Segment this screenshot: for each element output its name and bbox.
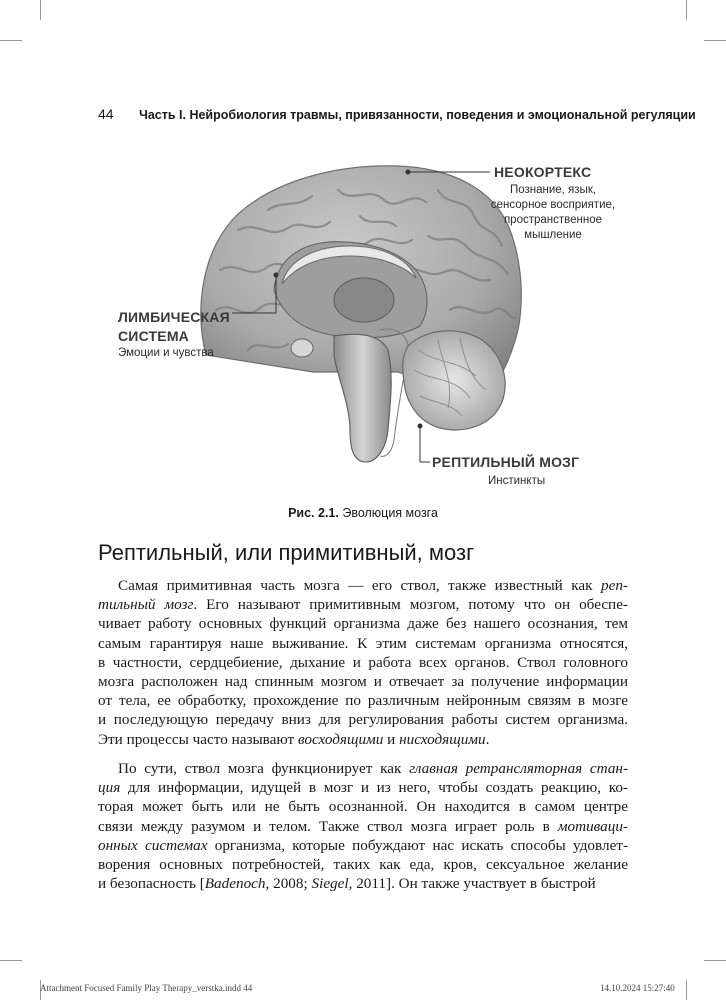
crop-mark — [686, 0, 687, 20]
text-line — [98, 576, 628, 595]
text-segment: восходящими — [297, 730, 384, 748]
footer-timestamp: 14.10.2024 15:27:40 — [600, 983, 675, 993]
text-segment: связи между разумом и телом. Также ствол мозга играет роль в — [98, 817, 558, 835]
text-segment: и последующую передачу вниз для регулирования работы систем организма. — [98, 711, 628, 729]
text-segment: чивает работу основных функций организма даже без нашего осознания, тем — [98, 615, 628, 633]
text-line — [98, 778, 628, 797]
text-line — [98, 759, 628, 778]
crop-mark — [40, 0, 41, 20]
text-segment: 2008; — [269, 875, 312, 893]
text-segment: в частности, сердцебиение, дыхание и работа всех органов. Ствол головного — [98, 653, 628, 671]
text-segment: Badenoch, — [204, 875, 270, 893]
limbic-description: Эмоции и чувства — [118, 347, 214, 359]
text-segment: для информации, идущей в мозг и из него, чтобы создать реакцию, ко- — [120, 779, 628, 797]
limbic-label: ЛИМБИЧЕСКАЯ СИСТЕМА — [118, 309, 230, 344]
text-segment: По сути, ствол мозга функционирует как — [118, 760, 410, 777]
text-segment: и безопасность [ — [98, 875, 205, 893]
text-segment: онных системах — [98, 836, 208, 854]
text-segment: от тела, ее обработку, прохождение по различным нейронным связям в мозге — [98, 692, 628, 710]
text-segment: Siegel, — [311, 875, 353, 893]
section-heading: Рептильный, или примитивный, мозг — [98, 540, 475, 565]
text-segment: . — [485, 730, 490, 748]
neocortex-description: Познание, язык, сенсорное восприятие, пространственное мышление — [490, 184, 616, 241]
text-line — [98, 730, 628, 749]
text-segment: самым гарантируя наше выживание. К этим системам организма относятся, — [98, 634, 628, 652]
text-segment: главная ретрансляторная стан- — [409, 760, 629, 777]
text-line — [98, 634, 628, 653]
text-segment: мотиваци- — [557, 817, 628, 835]
figure-caption-text: Эволюция мозга — [338, 506, 438, 520]
footer-file-info: Attachment Focused Family Play Therapy_verstka.indd 44 — [40, 983, 253, 993]
text-segment: реп- — [601, 577, 628, 594]
text-segment: торая может быть или не быть осознанной. Он находится в самом центре — [98, 798, 628, 816]
text-line — [98, 691, 628, 710]
figure-number: Рис. 2.1. — [288, 506, 339, 520]
reptilian-description: Инстинкты — [488, 475, 546, 487]
text-line — [98, 653, 628, 672]
text-line — [98, 836, 628, 855]
text-segment: нисходящими — [399, 730, 486, 748]
text-segment: ция — [98, 779, 121, 797]
reptilian-label: РЕПТИЛЬНЫЙ МОЗГ — [432, 454, 580, 470]
running-head-title: Часть I. Нейробиология травмы, привязанности, поведения и эмоциональной регуляции — [139, 108, 696, 122]
crop-mark — [0, 960, 22, 961]
brainstem-shape — [334, 334, 391, 462]
page-number: 44 — [98, 106, 114, 122]
figure-caption — [98, 506, 628, 520]
text-line — [98, 710, 628, 729]
text-line — [98, 874, 628, 893]
crop-mark — [704, 960, 726, 961]
text-segment: Самая примитивная часть мозга — его ствол, также известный как — [118, 577, 601, 594]
brain-figure — [98, 150, 628, 500]
text-line — [98, 797, 628, 816]
crop-mark — [0, 40, 22, 41]
text-segment: организма, которые побуждают нас искать способы удовлет- — [207, 836, 629, 854]
text-segment: . Его называют примитивным мозгом, потому что он обеспе- — [193, 596, 628, 614]
crop-mark — [686, 980, 687, 1000]
text-line — [98, 614, 628, 633]
running-head — [98, 106, 696, 122]
cerebellum-shape — [403, 331, 505, 430]
text-segment: Эти процессы часто называют — [98, 730, 298, 748]
text-segment: тильный мозг — [98, 596, 194, 614]
crop-mark — [704, 40, 726, 41]
text-line — [98, 817, 628, 836]
text-segment: мозга расположен над спинным мозгом и отвечает за получение информации — [98, 672, 628, 690]
text-line — [98, 672, 628, 691]
text-segment: 2011]. Он также участвует в быстрой — [352, 875, 596, 893]
paragraph-1 — [98, 576, 628, 749]
text-segment: и — [383, 730, 400, 748]
neocortex-label: НЕОКОРТЕКС — [494, 164, 592, 180]
paragraph-2 — [98, 759, 628, 893]
text-segment: ворения основных потребностей, таких как еда, кров, сексуальное желание — [98, 855, 628, 873]
text-line — [98, 855, 628, 874]
text-line — [98, 595, 628, 614]
